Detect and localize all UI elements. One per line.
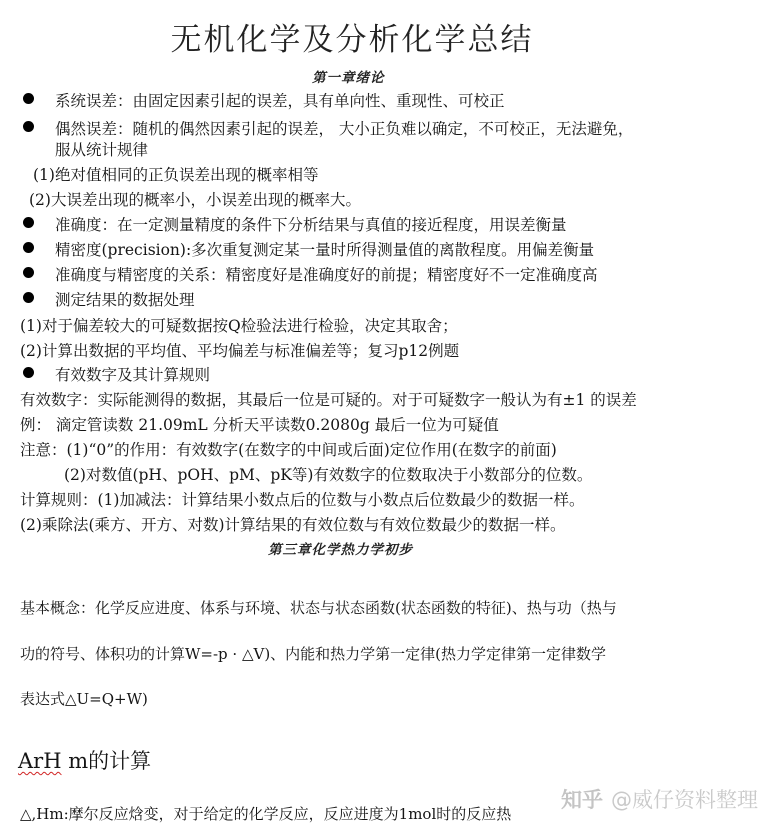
bullet-dot xyxy=(23,292,34,303)
bullet-systematic-error: 系统误差：由固定因素引起的误差，具有单向性、重现性、可校正 xyxy=(55,92,505,110)
paragraph-averages: (2)计算出数据的平均值、平均偏差与标准偏差等；复习p12例题 xyxy=(20,342,460,360)
bullet-dot xyxy=(23,242,34,253)
arhm-heading-text: m的计算 xyxy=(61,749,152,773)
paragraph-basic-concepts-1: 基本概念：化学反应进度、体系与环境、状态与状态函数(状态函数的特征)、热与功（热与 xyxy=(20,599,617,617)
paragraph-mul-div-rule: (2)乘除法(乘方、开方、对数)计算结果的有效位数与有效位数最少的数据一样。 xyxy=(20,516,566,534)
bullet-precision: 精密度(precision):多次重复测定某一量时所得测量值的离散程度。用偏差衡量 xyxy=(55,241,595,259)
bullet-random-error-cont: 服从统计规律 xyxy=(55,141,149,159)
paragraph-basic-concepts-2: 功的符号、体积功的计算W=-p · △V)、内能和热力学第一定律(热力学定律第一定律数学 xyxy=(20,645,607,663)
bullet-dot xyxy=(23,121,34,132)
paragraph-add-sub-rule: 计算规则：(1)加减法：计算结果小数点后的位数与小数点后位数最少的数据一样。 xyxy=(20,491,585,509)
paragraph-sigfig-definition: 有效数字：实际能测得的数据，其最后一位是可疑的。对于可疑数字一般认为有±1 的误差 xyxy=(20,391,637,409)
watermark xyxy=(561,784,758,814)
bullet-accuracy: 准确度：在一定测量精度的条件下分析结果与真值的接近程度，用误差衡量 xyxy=(55,216,567,234)
paragraph-example: 例： 滴定管读数 21.09mL 分析天平读数0.2080g 最后一位为可疑值 xyxy=(20,416,499,434)
paragraph-molar-enthalpy: △,Hm:摩尔反应焓变，对于给定的化学反应，反应进度为1mol时的反应热 xyxy=(20,805,512,823)
watermark-author: @威仔资料整理 xyxy=(611,788,758,812)
chapter-heading-1: 第一章绪论 xyxy=(312,70,385,86)
paragraph-basic-concepts-3: 表达式△U=Q+W) xyxy=(20,690,148,708)
chapter-heading-3: 第三章化学热力学初步 xyxy=(268,542,413,558)
bullet-dot xyxy=(23,93,34,104)
paragraph-rule-1: (1)绝对值相同的正负误差出现的概率相等 xyxy=(33,166,319,184)
bullet-accuracy-precision-relation: 准确度与精密度的关系：精密度好是准确度好的前提；精密度好不一定准确度高 xyxy=(55,266,598,284)
paragraph-rule-2: (2)大误差出现的概率小，小误差出现的概率大。 xyxy=(29,191,361,209)
bullet-significant-figures: 有效数字及其计算规则 xyxy=(55,366,211,384)
paragraph-q-test: (1)对于偏差较大的可疑数据按Q检验法进行检验，决定其取舍； xyxy=(20,317,458,335)
paragraph-note-log: (2)对数值(pH、pOH、pM、pK等)有效数字的位数取决于小数部分的位数。 xyxy=(64,466,593,484)
section-heading-arhm xyxy=(18,745,151,775)
zhihu-logo: 知乎 xyxy=(561,788,603,812)
bullet-random-error: 偶然误差：随机的偶然因素引起的误差， 大小正负难以确定，不可校正，无法避免， xyxy=(55,120,634,138)
bullet-dot xyxy=(23,217,34,228)
paragraph-note-zero: 注意：(1)“0”的作用：有效数字(在数字的中间或后面)定位作用(在数字的前面) xyxy=(20,441,557,459)
bullet-data-processing: 测定结果的数据处理 xyxy=(55,291,195,309)
bullet-dot xyxy=(23,267,34,278)
bullet-dot xyxy=(23,367,34,378)
page-title: 无机化学及分析化学总结 xyxy=(170,22,534,58)
arhm-symbol: ArH xyxy=(18,749,62,773)
